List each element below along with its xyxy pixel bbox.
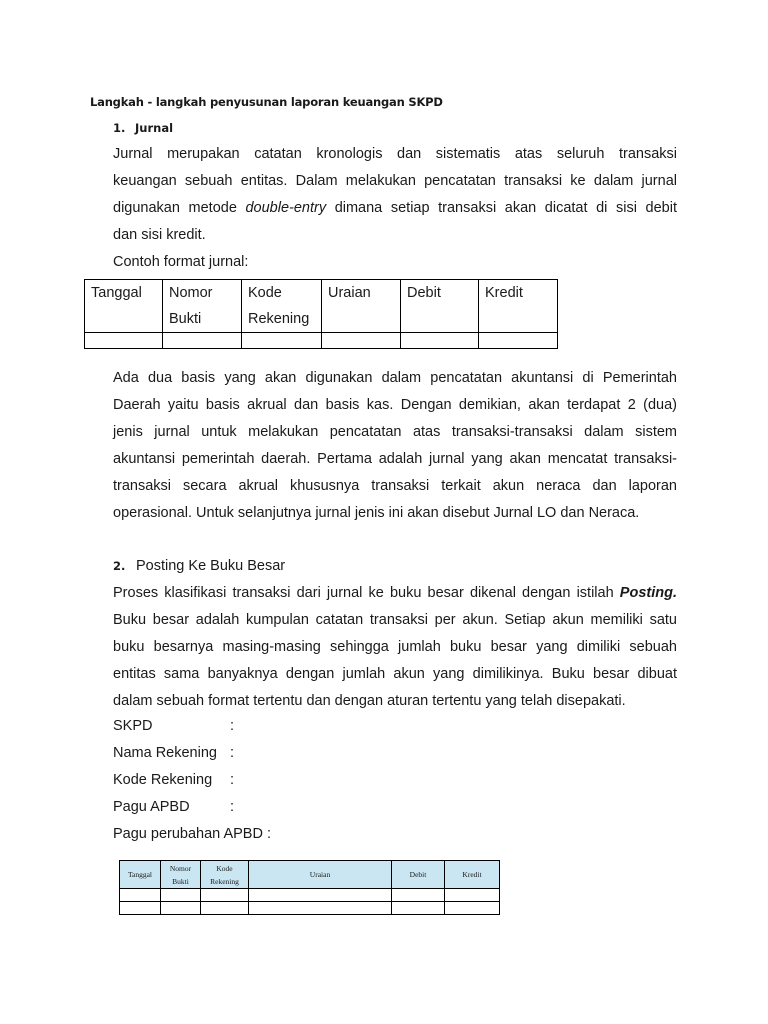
section-2-title [113, 553, 285, 580]
header-cell-kredit: Kredit [479, 280, 558, 333]
table-cell [85, 333, 163, 349]
table-header-row [120, 861, 500, 889]
header-cell-debit: Debit [392, 861, 445, 889]
paragraph-line: operasional. Untuk selanjutnya jurnal jenis ini akan disebut Jurnal LO dan Neraca. [113, 505, 640, 521]
table-row [120, 902, 500, 915]
text-run: dan sisi kredit. [113, 227, 206, 243]
table-cell [392, 902, 445, 915]
section-1-paragraph [113, 141, 677, 249]
ledger-fields [113, 713, 271, 848]
paragraph-line [113, 222, 677, 249]
field-nama-rekening: Nama Rekening : [113, 745, 235, 761]
header-cell-uraian: Uraian [322, 280, 401, 333]
text-run: Jurnal merupakan catatan kronologis dan sistematis atas seluruh transaksi [113, 146, 677, 162]
paragraph-line [113, 141, 677, 168]
header-cell-tanggal: Tanggal [120, 861, 161, 889]
header-cell-nomor-bukti: Nomor Bukti [163, 280, 242, 333]
text-run: dimana setiap transaksi akan dicatat di sisi debit [326, 200, 677, 216]
text-run: Buku besar adalah kumpulan catatan transaksi per akun. Setiap akun memiliki satu [113, 612, 677, 628]
header-cell-uraian: Uraian [249, 861, 392, 889]
ledger-format-table [119, 860, 500, 915]
table-cell [201, 902, 249, 915]
section-2-label: Posting Ke Buku Besar [136, 558, 286, 574]
paragraph-line: Daerah yaitu basis akrual dan basis kas. Dengan demikian, akan terdapat 2 (dua) [113, 397, 677, 413]
header-cell-kode-rekening: Kode Rekening [201, 861, 249, 889]
section-1-title [113, 121, 173, 135]
table-cell [401, 333, 479, 349]
paragraph-line [113, 195, 677, 222]
table-cell [249, 902, 392, 915]
table-row [120, 889, 500, 902]
table-cell [201, 889, 249, 902]
text-run: Proses klasifikasi transaksi dari jurnal ke buku besar dikenal dengan istilah [113, 585, 620, 601]
paragraph-line [113, 634, 677, 661]
section-2-number: 2. [113, 559, 126, 573]
table-cell [445, 902, 500, 915]
field-pagu-apbd: Pagu APBD : [113, 799, 235, 815]
accounting-basis-paragraph [113, 365, 677, 527]
section-1-number: 1. [113, 121, 126, 135]
section-2-paragraph [113, 580, 677, 715]
text-run: entitas sama banyaknya dengan jumlah akun yang dimilikinya. Buku besar dibuat [113, 666, 677, 682]
journal-format-table [84, 279, 558, 349]
text-run: buku besarnya masing-masing sehingga jumlah buku besar yang dimiliki sebuah [113, 639, 677, 655]
table-header-row [85, 280, 558, 333]
header-cell-tanggal: Tanggal [85, 280, 163, 333]
field-kode-rekening: Kode Rekening : [113, 772, 235, 788]
italic-term: double-entry [245, 200, 327, 216]
field-pagu-perubahan-apbd: Pagu perubahan APBD : [113, 826, 272, 842]
header-cell-nomor-bukti: Nomor Bukti [161, 861, 201, 889]
header-cell-debit: Debit [401, 280, 479, 333]
header-cell-kredit: Kredit [445, 861, 500, 889]
bold-italic-term: Posting. [619, 585, 677, 601]
table-cell [249, 889, 392, 902]
field-skpd: SKPD : [113, 718, 235, 734]
paragraph-line: Ada dua basis yang akan digunakan dalam pencatatan akuntansi di Pemerintah [113, 370, 677, 386]
text-run: dalam sebuah format tertentu dan dengan aturan tertentu yang telah disepakati. [113, 693, 626, 709]
table-cell [392, 889, 445, 902]
table-cell [161, 902, 201, 915]
table-cell [163, 333, 242, 349]
table-cell [161, 889, 201, 902]
table-cell [120, 902, 161, 915]
paragraph-line [113, 580, 677, 607]
paragraph-line [113, 168, 677, 195]
document-heading: Langkah - langkah penyusunan laporan keuangan SKPD [90, 95, 443, 109]
table-cell [445, 889, 500, 902]
journal-example-caption: Contoh format jurnal: [113, 254, 249, 270]
paragraph-line [113, 661, 677, 688]
table-cell [120, 889, 161, 902]
section-1-label: Jurnal [135, 121, 174, 135]
header-cell-kode-rekening: Kode Rekening [242, 280, 322, 333]
paragraph-line: akuntansi pemerintah daerah. Pertama adalah jurnal yang akan mencatat transaksi- [113, 451, 677, 467]
paragraph-line: jenis jurnal untuk melakukan pencatatan atas transaksi-transaksi dalam sistem [113, 424, 677, 440]
table-cell [322, 333, 401, 349]
table-cell [479, 333, 558, 349]
paragraph-line: transaksi secara akrual khususnya transaksi terkait akun neraca dan laporan [113, 478, 677, 494]
table-row [85, 333, 558, 349]
text-run: keuangan sebuah entitas. Dalam melakukan pencatatan transaksi ke dalam jurnal [113, 173, 677, 189]
paragraph-line [113, 607, 677, 634]
table-cell [242, 333, 322, 349]
text-run: digunakan metode [113, 200, 246, 216]
paragraph-line [113, 688, 677, 715]
